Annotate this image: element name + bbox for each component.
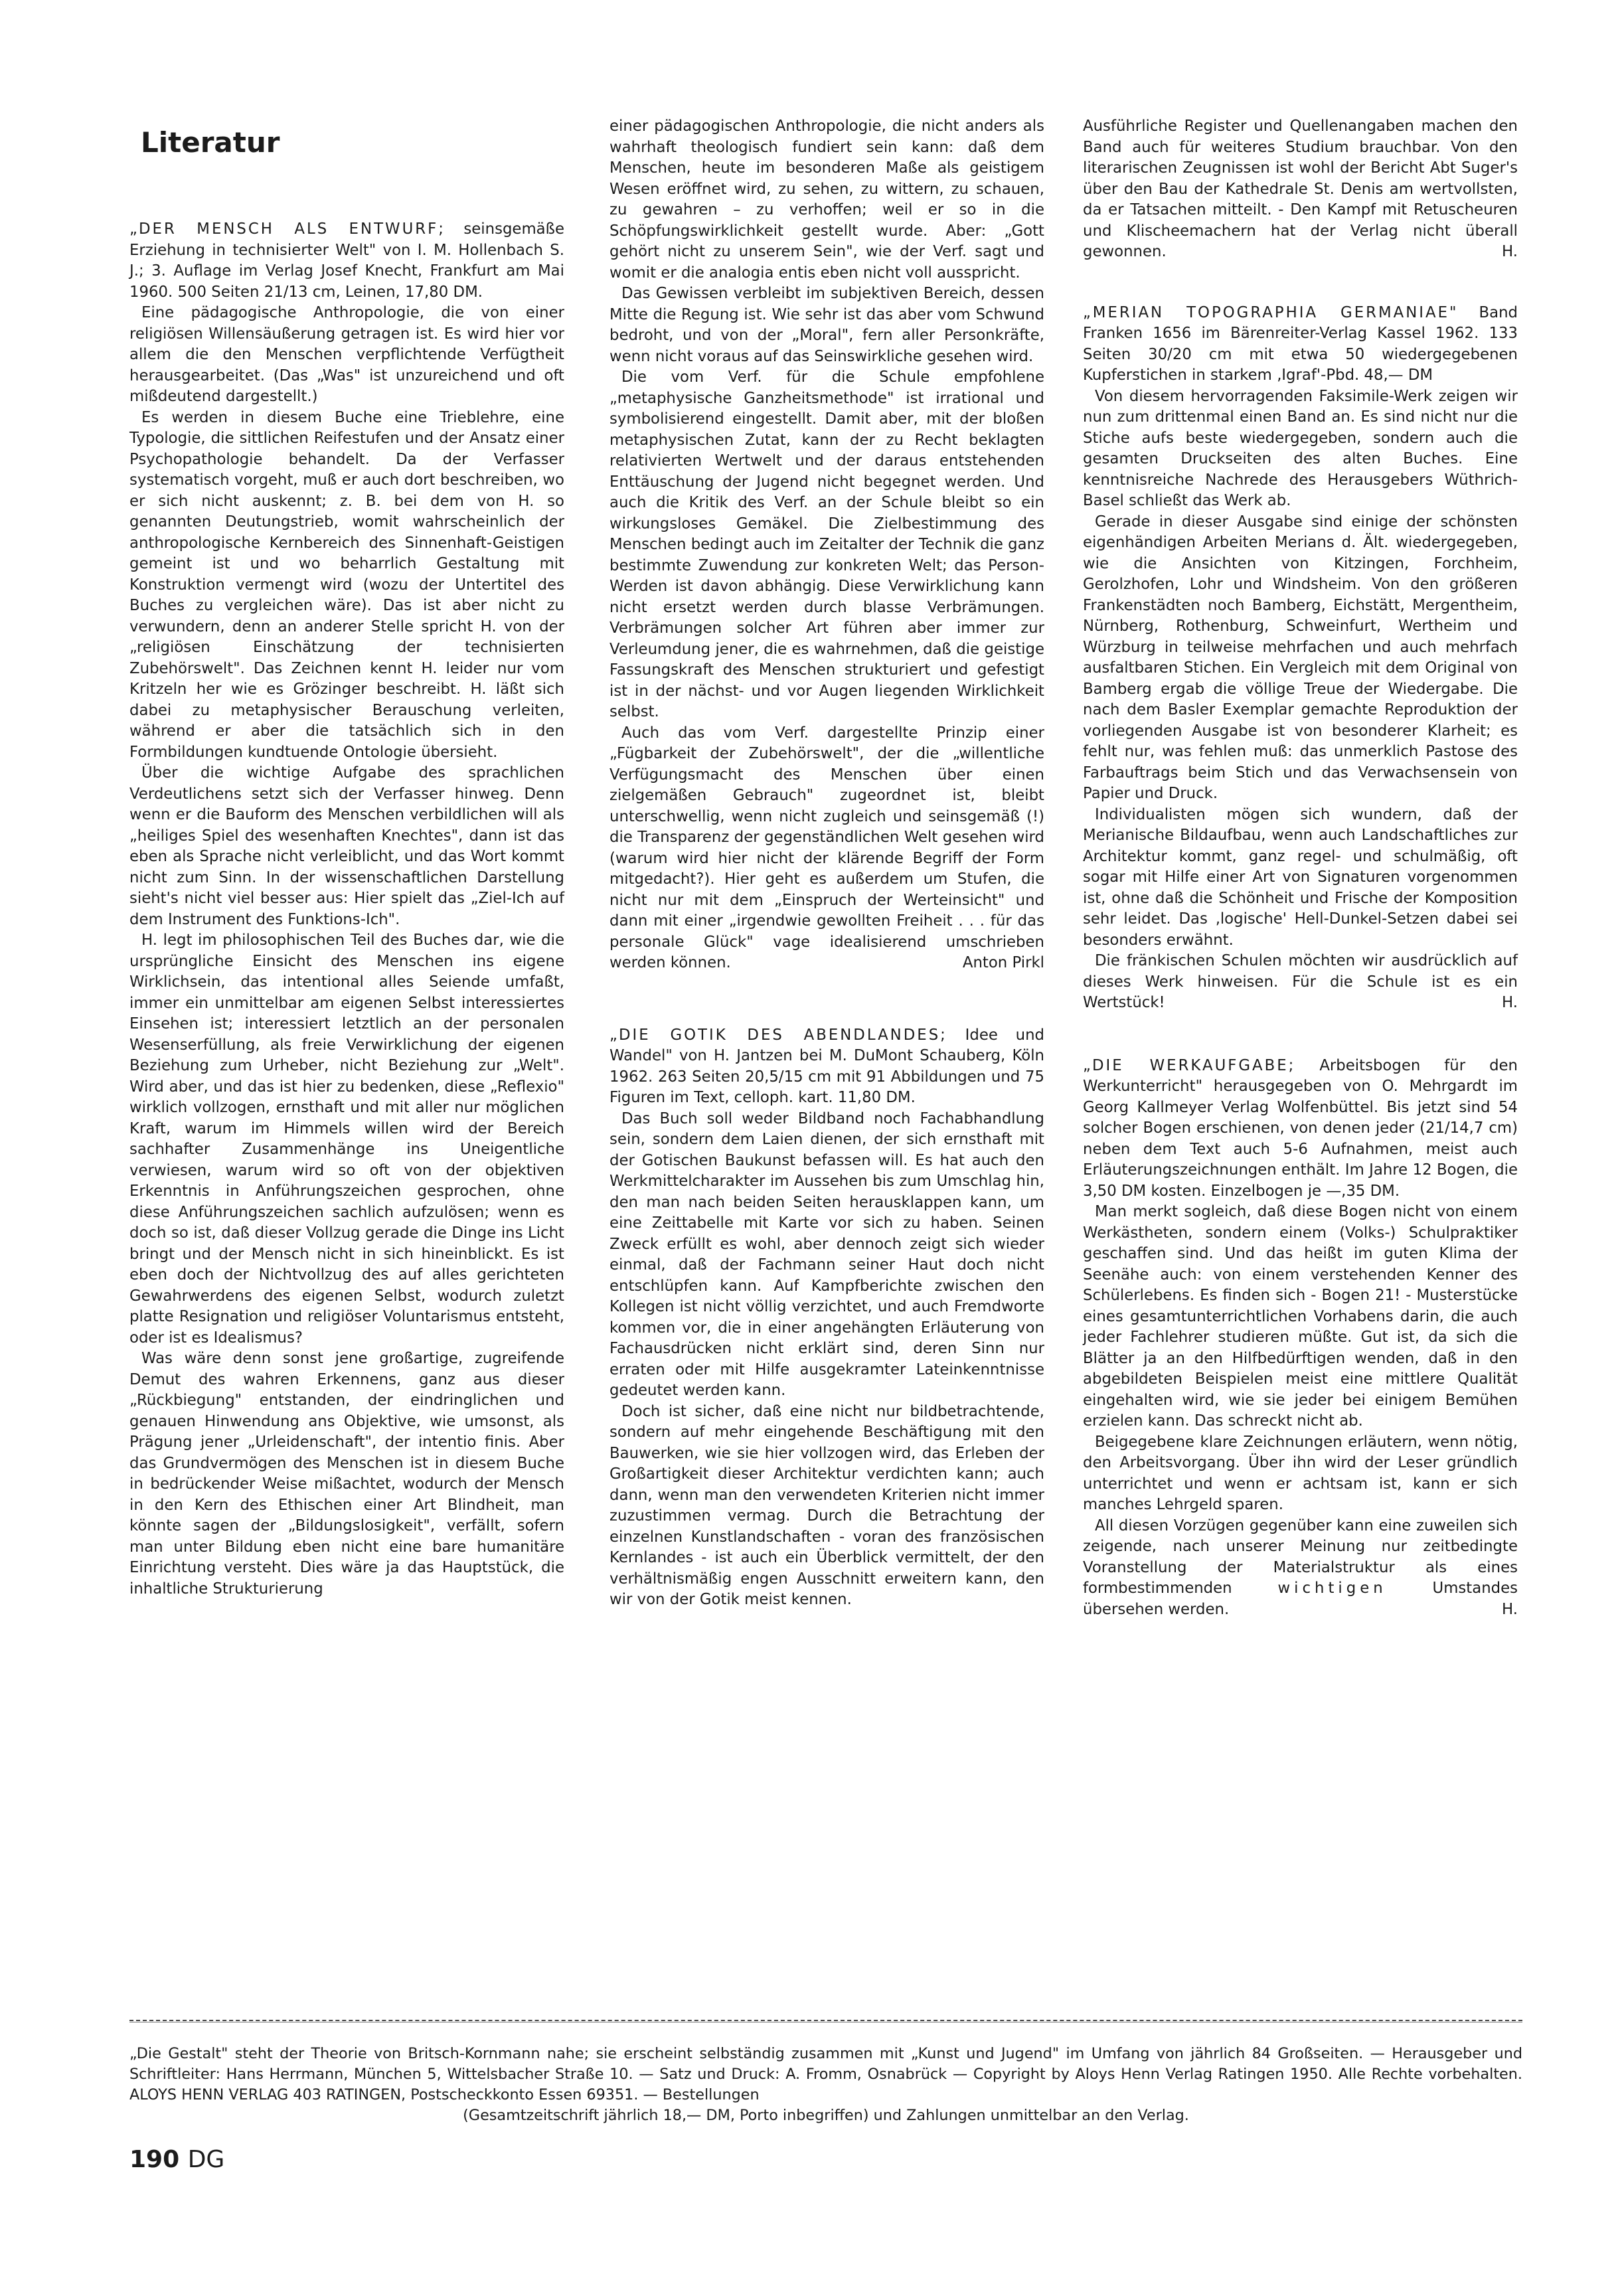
paragraph: Doch ist sicher, daß eine nicht nur bildbetrachtende, sondern auf mehr eingehende Beschäftigung mit den Bauwerken, wie sie hier vollzogen wird, das Erleben der Großartigkeit dieser Architektur verdichten kann; auch dann, wenn man den verwendeten Kriterien nicht immer zuzustimmen vermag. Durch die Betrachtung der einzelnen Kunstlandschaften - voran des französischen Kernlandes - ist auch ein Überblick vermittelt, der den verhältnismäßig engen Ausschnitt erweitern kann, den wir von der Gotik meist kennen. [609, 1402, 1044, 1608]
text-run: Umstandes übersehen werden. [1083, 1580, 1518, 1618]
spaced-word: wichtigen [1277, 1580, 1387, 1597]
paragraph: Auch das vom Verf. dargestellte Prinzip einer „Fügbarkeit der Zubehörswelt", der die „willentliche Verfügungsmacht des Menschen über einen zielgemäßen Gebrauch" zugeordnet ist, bleibt unterschwellig, wenn nicht zugleich und seinsgemäß (!) die Transparenz der gegenständlichen Welt gesehen wird (warum wird hier nicht der klärende Begriff der Form mitgedacht?). Hier geht es außerdem um Stufen, die nicht nur mit dem „Einspruch der Werteinsicht" und dann mit einer „irgendwie gewollten Freiheit . . . für das personale Glück" vage idealisierend umschrieben werden können. [609, 724, 1044, 971]
review-entry-header [1083, 1056, 1518, 1202]
review-meta: Band Franken 1656 im Bärenreiter-Verlag Kassel 1962. 133 Seiten 30/20 cm mit etwa 50 wiedergegebenen Kupferstichen in starkem ‚Igraf'-Pbd. 48,— DM [1083, 303, 1518, 384]
text-run: All diesen Vorzügen gegenüber kann eine zuweilen sich zeigende, nach unserer Meinung nur zeitbedingte Voranstellung der Materialstruktur als eines formbestimmenden [1083, 1517, 1518, 1597]
review-meta: seinsgemäße Erziehung in technisierter Welt" von I. M. Hollenbach S. J.; 3. Auflage im Verlag Josef Knecht, Frankfurt am Mai 1960. 500 Seiten 21/13 cm, Leinen, 17,80 DM. [129, 220, 565, 301]
paragraph: Über die wichtige Aufgabe des sprachlichen Verdeutlichens setzt sich der Verfasser hinweg. Denn wenn er die Bauform des Menschen verbildlichen will als „heiliges Spiel des wesenhaften Knechtes", dann ist das eben als Sprache nicht verleiblicht, und das Wort kommt nicht zum Sinn. In der wissenschaftlichen Darstellung sieht's nicht viel besser aus: Hier spielt das „Ziel-Ich auf dem Instrument des Funktions-Ich". [129, 764, 564, 928]
paragraph: Gerade in dieser Ausgabe sind einige der schönsten eigenhändigen Arbeiten Merians d. Ält. wiedergegeben, wie die Ansichten von Kitzingen, Forchheim, Gerolzhofen, Lohr und Windsheim. Von den größeren Frankenstädten noch Bamberg, Eichstätt, Mergentheim, Nürnberg, Rothenburg, Schweinfurt, Wertheim und Würzburg in teilweise mehrfachen und auch mehrfach ausfaltbaren Stichen. Ein Vergleich mit dem Original von Bamberg ergab die völlige Treue der Wiedergabe. Die nach dem Basler Exemplar gemachte Reproduktion der vorliegenden Ausgabe ist von besonderer Klarheit; es fehlt nur, was fehlen muß: das unmerklich Pastose des Farbauftrags beim Stich und das Verwachsensein von Papier und Druck. [1083, 513, 1518, 802]
paragraph: Es werden in diesem Buche eine Trieblehre, eine Typologie, die sittlichen Reifestufen und der Ansatz einer Psychopathologie behandelt. Da der Verfasser systematisch vorgeht, muß er auch dort beschreiben, wo er sich nicht auskennt; z. B. bei dem von H. so genannten Deutungstrieb, womit wahrscheinlich der anthropologische Kernbereich des Sinnenhaft-Geistigen gemeint ist und wo beharrlich Gestaltung mit Konstruktion vermengt wird (wozu der Untertitel des Buches zu vergleichen wäre). Das ist aber nicht zu verwundern, denn an anderer Stelle spricht H. von der „religiösen Einschätzung der technisierten Zubehörswelt". Das Zeichnen kennt H. leider nur vom Kritzeln her wie es Grözinger beschreibt. H. läßt sich dabei zu metaphysischer Berauschung verleiten, während er aber die tatsächlich sich in den Formbildungen kundtuende Ontologie übersieht. [129, 408, 564, 761]
review-entry-header [609, 1025, 1044, 1109]
paragraph: Von diesem hervorragenden Faksimile-Werk zeigen wir nun zum drittenmal einen Band an. Es sind nicht nur die Stiche aufs beste wiedergegeben, sondern auch die gesamten Druckseiten des alten Buches. Eine kenntnisreiche Nachrede des Herausgebers Wüthrich-Basel schließt das Werk ab. [1083, 387, 1518, 509]
review-meta: Idee und Wandel" von H. Jantzen bei M. DuMont Schauberg, Köln 1962. 263 Seiten 20,5/15 cm mit 91 Abbildungen und 75 Figuren im Text, celloph. kart. 11,80 DM. [609, 1026, 1045, 1106]
page-number-value: 190 [129, 2146, 180, 2173]
page-number [129, 2146, 224, 2173]
review-signature: H. [1502, 994, 1518, 1011]
paragraph: Man merkt sogleich, daß diese Bogen nicht von einem Werkästheten, sondern einem (Volks-) Schulpraktiker geschaffen sind. Und das heißt im guten Klima der Seenähe auch: von einem verstehenden Kenner des Schülerlebens. Es finden sich - Bogen 21! - Musterstücke eines gesamtunterrichtlichen Vorhabens darin, die auch jeder Fachlehrer studieren müßte. Gut ist, da sich die Blätter ja an den Hilfbedürftigen wenden, daß in den abgebildeten Beispielen meist eine mittlere Qualität eingehalten wird, wie sie jeder bei einigem Bemühen erzielen kann. Das schreckt nicht ab. [1083, 1203, 1518, 1430]
footer-divider-dashed [129, 2020, 1522, 2021]
review-entry-header [129, 219, 564, 303]
review-title: „MERIAN TOPOGRAPHIA GERMANIAE" [1083, 303, 1459, 321]
paragraph: Was wäre denn sonst jene großartige, zugreifende Demut des wahren Erkennens, ganz aus dieser „Rückbiegung" entstanden, der eindringlichen und genauen Hinwendung ans Objektive, wie umsonst, als Prägung jener „Urleidenschaft", der intentio finis. Aber das Grundvermögen des Menschen ist in diesem Buche in bedrückender Weise mißachtet, wodurch der Mensch in den Kern des Ethischen einer Art Blindheit, man könnte sagen der „Bildungslosigkeit", verfällt, sofern man unter Bildung eben nicht eine bare humanitäre Einrichtung versteht. Dies wäre ja das Hauptstück, die inhaltliche Strukturierung [129, 1350, 564, 1598]
paragraph: Ausführliche Register und Quellenangaben machen den Band auch für weiteres Studium brauchbar. Von den literarischen Zeugnissen ist wohl der Bericht Abt Suger's über den Bau der Kathedrale St. Denis am wertvollsten, da er Tatsachen mitteilt. - Den Kampf mit Retuscheuren und Klischeemachern hat der Verlag nicht überall gewonnen. [1083, 118, 1518, 260]
review-title: „DIE GOTIK DES ABENDLANDES; [609, 1026, 947, 1044]
imprint-last-line: (Gesamtzeitschrift jährlich 18,— DM, Porto inbegriffen) und Zahlungen unmittelbar an den Verlag. [463, 2107, 1189, 2124]
paragraph: Das Buch soll weder Bildband noch Fachabhandlung sein, sondern dem Laien dienen, der sich ernsthaft mit der Gotischen Baukunst befassen will. Es hat auch den Werkmittelcharakter im Aussehen bis zum Umschlag hin, den man nach beiden Seiten herausklappen kann, um eine Zeittabelle mit Karte vor sich zu haben. Seinen Zweck erfüllt es wohl, aber dennoch zeigt sich wieder einmal, daß der Fachmann seiner Haut doch nicht entschlüpfen kann. Auf Kampfberichte zwischen den Kollegen ist nicht völlig verzichtet, und auch Fremdworte kommen vor, die in einer angehängten Erläuterung von Fachausdrücken nicht erklärt sind, deren Sinn nur erraten oder mit Hilfe ausgekramter Lateinkenntnisse gedeutet werden kann. [609, 1109, 1044, 1399]
paragraph: Die fränkischen Schulen möchten wir ausdrücklich auf dieses Werk hinweisen. Für die Schule ist es ein Wertstück! [1083, 952, 1518, 1011]
review-signature: H. [1502, 1600, 1518, 1618]
review-title: „DIE WERKAUFGABE; [1083, 1056, 1296, 1074]
review-signature: Anton Pirkl [962, 954, 1044, 971]
paragraph: Die vom Verf. für die Schule empfohlene „metaphysische Ganzheitsmethode" ist irrational und symbolisierend eingestellt. Damit aber, mit der bloßen metaphysischen Zutat, kann der zu Recht beklagten relativierten Wertwelt und der daraus entstehenden Enttäuschung der Jugend nicht begegnet werden. Und auch die Kritik des Verf. an der Schule bleibt so ein wirkungsloses Gemäkel. Die Zielbestimmung des Menschen bedingt auch im Zeitalter der Technik die ganz bestimmte Zuwendung zur konkreten Welt; das Person-Werden ist davon abhängig. Diese Verwirklichung kann nicht ersetzt werden durch blasse Verbrämungen. Verbrämungen solcher Art führen aber immer zur Verleumdung jener, die es wahrnehmen, daß die geistige Fassungskraft des Menschen strukturiert und gefestigt ist in der nächst- und vor Augen liegenden Wirklichkeit selbst. [609, 369, 1044, 720]
review-meta: Arbeitsbogen für den Werkunterricht" herausgegeben von O. Mehrgardt im Georg Kallmeyer Verlag Wolfenbüttel. Bis jetzt sind 54 solcher Bogen erschienen, von denen jeder (21/14,7 cm) neben dem Text auch 5-6 Aufnahmen, meist auch Erläuterungszeichnungen enthält. Im Jahre 12 Bogen, die 3,50 DM kosten. Einzelbogen je —,35 DM. [1083, 1056, 1518, 1200]
column-1 [129, 219, 564, 1599]
imprint-text: „Die Gestalt" steht der Theorie von Britsch-Kornmann nahe; sie erscheint selbständig zusammen mit „Kunst und Jugend" im Umfang von jährlich 84 Großseiten. — Herausgeber und Schriftleiter: Hans Herrmann, München 5, Wittelsbacher Straße 10. — Satz und Druck: A. Fromm, Osnabrück — Copyright by Aloys Henn Verlag Ratingen 1950. Alle Rechte vorbehalten. ALOYS HENN VERLAG 403 RATINGEN, Postscheckkonto Essen 69351. — Bestellungen [129, 2045, 1522, 2103]
paragraph: Beigegebene klare Zeichnungen erläutern, wenn nötig, den Arbeitsvorgang. Über ihn wird der Leser gründlich unterrichtet und wenn er achtsam ist, kann er sich manches Lehrgeld sparen. [1083, 1433, 1518, 1513]
journal-abbreviation: DG [187, 2146, 225, 2173]
review-signature: H. [1502, 243, 1518, 260]
review-entry-header [1083, 303, 1518, 386]
paragraph: H. legt im philosophischen Teil des Buches dar, wie die ursprüngliche Einsicht des Menschen ins eigene Wirklichsein, das intentional alles Seiende umfaßt, immer ein unmittelbar am eigenen Selbst interessiertes Einsehen ist; interessiert letztlich an der personalen Wesenserfüllung, als freie Verwirklichung der eigenen Beziehung zum Urheber, nicht Beziehung zur „Welt". Wird aber, und das ist hier zu bedenken, diese „Reflexio" wirklich vollzogen, ernsthaft und mit aller nur möglichen Kraft, warum im Himmels willen wird der Bereich sachhafter Zusammenhänge ins Uneigentliche verwiesen, warum wird so oft von der objektiven Erkenntnis in Anführungszeichen gesprochen, ohne diese Anführungszeichen sachlich aufzulösen; wenn es doch so ist, daß dieser Vollzug gerade die Dinge ins Licht bringt und der Mensch nicht in sich hineinblickt. Es ist eben doch der Nichtvollzug des auf alles gerichteten Gewahrwerdens des eigenen Selbst, wodurch zuletzt platte Resignation und religiöser Voluntarismus entsteht, oder ist es Idealismus? [129, 932, 564, 1347]
review-title: „DER MENSCH ALS ENTWURF; [129, 220, 446, 238]
paragraph: einer pädagogischen Anthropologie, die nicht anders als wahrhaft theologisch fundiert sein kann: daß dem Menschen, heute im besonderen Maße als geistigem Wesen eröffnet wird, zu sehen, zu wittern, zu schauen, zu gewahren – zu verhoffen; weil er so in die Schöpfungswirklichkeit gestellt wurde. Aber: „Gott gehört nicht zu unserem Sein", wie der Verf. sagt und womit er die analogia entis eben nicht voll ausspricht. [609, 118, 1044, 282]
imprint-footer [129, 2044, 1522, 2126]
paragraph: Das Gewissen verbleibt im subjektiven Bereich, dessen Mitte die Regung ist. Wie sehr ist das aber vom Schwund bedroht, und von der „Moral", fern aller Personkräfte, wenn nicht voraus auf das Seinswirkliche gesehen wird. [609, 285, 1044, 365]
section-heading: Literatur [141, 126, 280, 159]
paragraph: Eine pädagogische Anthropologie, die von einer religiösen Willensäußerung getragen ist. Es wird hier vor allem die den Menschen verpflichtende Verfügtheit herausgearbeitet. (Das „Was" ist unzureichend und oft mißdeutend dargestellt.) [129, 304, 564, 405]
paragraph: Individualisten mögen sich wundern, daß der Merianische Bildaufbau, wenn auch Landschaftliches zur Architektur kommt, ganz regel- und schulmäßig, oft sogar mit Hilfe einer Art von Signaturen vorgenommen ist, ohne daß die Schönheit und Frische der Komposition sehr leidet. Das ‚logische' Hell-Dunkel-Setzen dabei sei besonders erwähnt. [1083, 805, 1518, 949]
column-3 [1083, 116, 1518, 1620]
column-2 [609, 116, 1044, 1611]
